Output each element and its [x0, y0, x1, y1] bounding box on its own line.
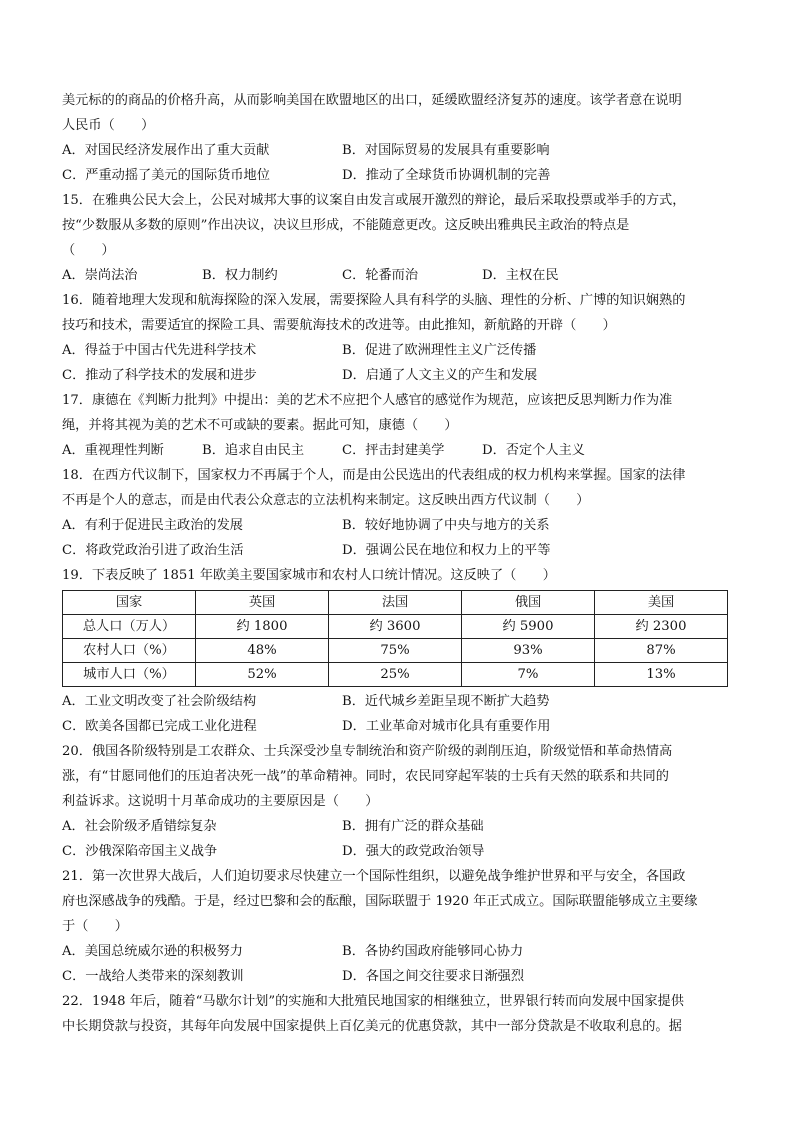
table-header-cell: 美国 [595, 591, 728, 615]
option-c: C．推动了科学技术的发展和进步 [62, 368, 257, 383]
question-16-text: 16．随着地理大发现和航海探险的深入发展，需要探险人具有科学的头脑、理性的分析、广博的知识娴熟的 [62, 293, 686, 308]
table-header-row [63, 591, 728, 615]
table-cell: 87% [595, 639, 728, 663]
question-18-text: 不再是个人的意志，而是由代表公众意志的立法机构来制定。这反映出西方代议制（ ） [62, 493, 590, 508]
option-row [62, 363, 736, 388]
table-cell: 农村人口（%） [63, 639, 196, 663]
option-row [62, 814, 736, 839]
option-a: A．工业文明改变了社会阶级结构 [62, 694, 257, 709]
option-d: D．强调公民在地位和权力上的平等 [342, 543, 551, 558]
table-header-cell: 俄国 [462, 591, 595, 615]
table-header-cell: 国家 [63, 591, 196, 615]
table-header-cell: 英国 [196, 591, 329, 615]
option-d: D．工业革命对城市化具有重要作用 [342, 719, 551, 734]
question-20-text: 涨，有“甘愿同他们的压迫者决死一战”的革命精神。同时，农民同穿起军装的士兵有天然的联系和共同的 [62, 769, 669, 784]
table-cell: 93% [462, 639, 595, 663]
question-15-text: 15．在雅典公民大会上，公民对城邦大事的议案自由发言或展开激烈的辩论，最后采取投票或举手的方式， [62, 193, 686, 208]
option-row [62, 538, 736, 563]
table-cell: 13% [595, 663, 728, 687]
question-17-text: 17．康德在《判断力批判》中提出：美的艺术不应把个人感官的感觉作为规范，应该把反思判断力作为准 [62, 393, 673, 408]
option-c: C．沙俄深陷帝国主义战争 [62, 844, 218, 859]
question-19-text: 19．下表反映了 1851 年欧美主要国家城市和农村人口统计情况。这反映了（ ） [62, 568, 556, 583]
option-a: A．得益于中国古代先进科学技术 [62, 343, 257, 358]
table-cell: 25% [329, 663, 462, 687]
option-a: A．美国总统威尔逊的积极努力 [62, 944, 243, 959]
question-22-text: 中长期贷款与投资，其每年向发展中国家提供上百亿美元的优惠贷款，其中一部分贷款是不收取利息的。据 [62, 1019, 682, 1034]
option-row [62, 839, 736, 864]
option-row [62, 438, 736, 463]
question-21-text: 府也深感战争的残酷。于是，经过巴黎和会的酝酿，国际联盟于 1920 年正式成立。国际联盟能够成立主要缘 [62, 894, 698, 909]
question-16-text: 技巧和技术，需要适宜的探险工具、需要航海技术的改进等。由此推知，新航路的开辟（ ） [62, 318, 616, 333]
option-c: C．抨击封建美学 [342, 443, 445, 458]
option-b: B．权力制约 [202, 268, 278, 283]
table-cell: 约 5900 [462, 615, 595, 639]
question-15-text: 按“少数服从多数的原则”作出决议，决议旦形成，不能随意更改。这反映出雅典民主政治的特点是 [62, 218, 630, 233]
table-row [63, 639, 728, 663]
option-d: D．主权在民 [482, 268, 559, 283]
option-row [62, 163, 736, 188]
question-17-text: 绳，并将其视为美的艺术不可或缺的要素。据此可知，康德（ ） [62, 418, 458, 433]
option-c: C．严重动摇了美元的国际货币地位 [62, 168, 270, 183]
question-20-text: 20．俄国各阶级特别是工农群众、士兵深受沙皇专制统治和资产阶级的剥削压迫，阶级觉悟和革命热情高 [62, 744, 673, 759]
table-row [63, 615, 728, 639]
table-cell: 约 2300 [595, 615, 728, 639]
table-cell: 城市人口（%） [63, 663, 196, 687]
question-text: 美元标的的商品的价格升高，从而影响美国在欧盟地区的出口，延缓欧盟经济复苏的速度。该学者意在说明 [62, 93, 682, 108]
option-d: D．启通了人文主义的产生和发展 [342, 368, 538, 383]
table-cell: 总人口（万人） [63, 615, 196, 639]
table-cell: 约 1800 [196, 615, 329, 639]
question-21-text: 21．第一次世界大战后，人们迫切要求尽快建立一个国际性组织，以避免战争维护世界和平与安全，各国政 [62, 869, 686, 884]
option-c: C．欧美各国都已完成工业化进程 [62, 719, 257, 734]
option-a: A．对国民经济发展作出了重大贡献 [62, 143, 270, 158]
table-cell: 7% [462, 663, 595, 687]
option-c: C．一战给人类带来的深刻教训 [62, 969, 244, 984]
option-row [62, 338, 736, 363]
option-c: C．轮番而治 [342, 268, 419, 283]
table-cell: 52% [196, 663, 329, 687]
table-cell: 75% [329, 639, 462, 663]
table-row [63, 663, 728, 687]
option-d: D．强大的政党政治领导 [342, 844, 485, 859]
option-row [62, 939, 736, 964]
option-row [62, 714, 736, 739]
option-d: D．推动了全球货币协调机制的完善 [342, 168, 551, 183]
table-cell: 48% [196, 639, 329, 663]
question-22-text: 22．1948 年后，随着“马歇尔计划”的实施和大批殖民地国家的相继独立，世界银行转而向发展中国家提供 [62, 994, 684, 1009]
option-a: A．重视理性判断 [62, 443, 164, 458]
option-row [62, 263, 736, 288]
option-c: C．将政党政治引进了政治生活 [62, 543, 244, 558]
option-a: A．崇尚法治 [62, 268, 138, 283]
option-b: B．较好地协调了中央与地方的关系 [342, 518, 550, 533]
option-b: B．近代城乡差距呈现不断扩大趋势 [342, 694, 550, 709]
option-row [62, 964, 736, 989]
table-header-cell: 法国 [329, 591, 462, 615]
exam-page [62, 88, 736, 1039]
option-b: B．促进了欧洲理性主义广泛传播 [342, 343, 537, 358]
population-table [62, 590, 728, 687]
option-d: D．否定个人主义 [482, 443, 585, 458]
option-a: A．有利于促进民主政治的发展 [62, 518, 243, 533]
option-b: B．对国际贸易的发展具有重要影响 [342, 143, 550, 158]
option-b: B．追求自由民主 [202, 443, 305, 458]
question-text: 人民币（ ） [62, 118, 155, 133]
question-15-text: （ ） [62, 243, 115, 258]
table-cell: 约 3600 [329, 615, 462, 639]
question-21-text: 于（ ） [62, 919, 128, 934]
question-20-text: 利益诉求。这说明十月革命成功的主要原因是（ ） [62, 794, 379, 809]
option-row [62, 513, 736, 538]
question-18-text: 18．在西方代议制下，国家权力不再属于个人，而是由公民选出的代表组成的权力机构来掌握。国家的法律 [62, 468, 686, 483]
option-d: D．各国之间交往要求日渐强烈 [342, 969, 525, 984]
option-b: B．拥有广泛的群众基础 [342, 819, 484, 834]
option-b: B．各协约国政府能够同心协力 [342, 944, 524, 959]
option-a: A．社会阶级矛盾错综复杂 [62, 819, 217, 834]
option-row [62, 689, 736, 714]
option-row [62, 138, 736, 163]
